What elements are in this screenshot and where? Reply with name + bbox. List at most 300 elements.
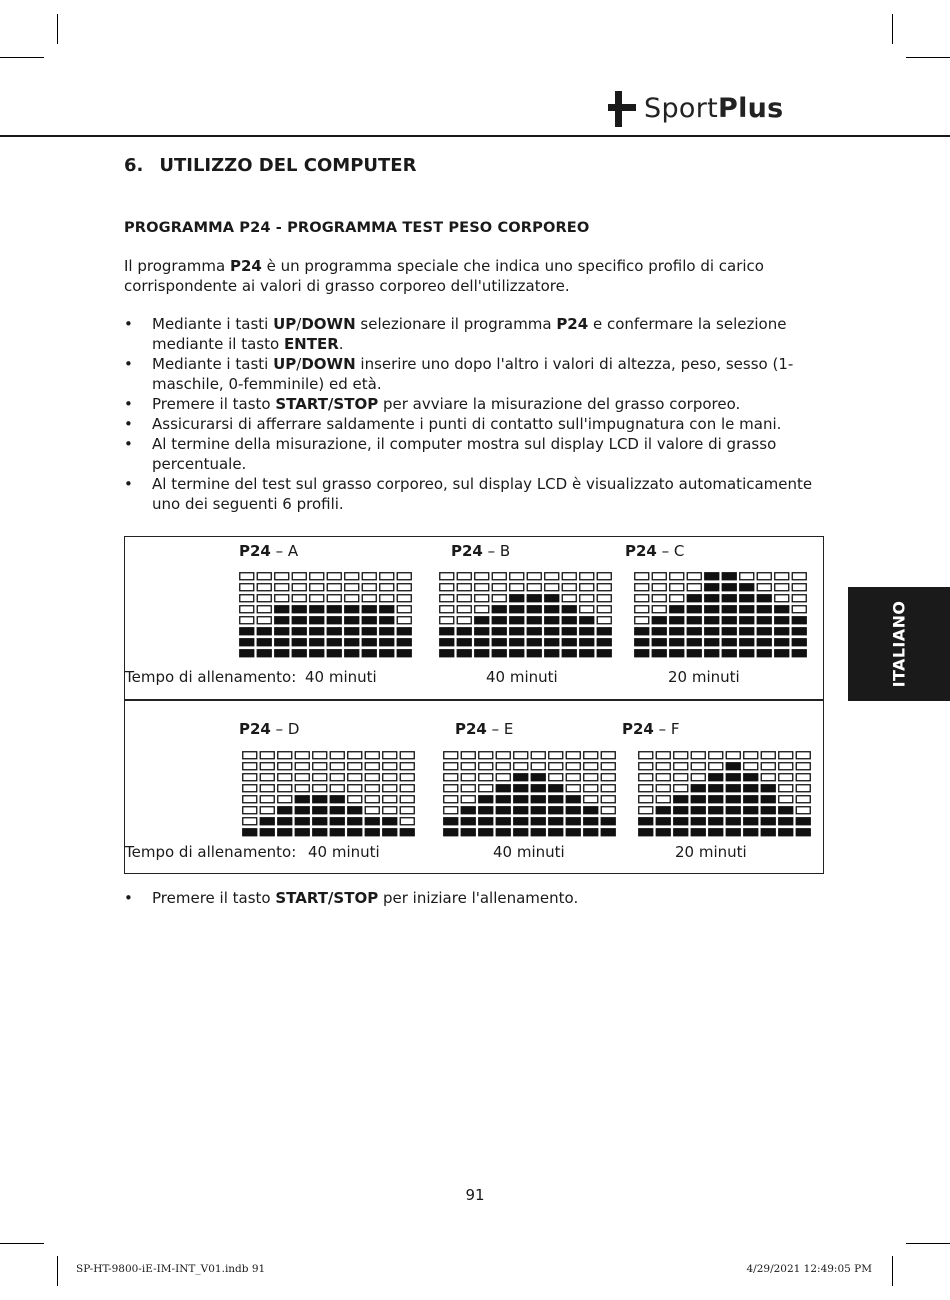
segment-filled — [479, 807, 493, 814]
segment-empty — [796, 785, 810, 792]
section-heading — [124, 155, 416, 176]
segment-filled — [779, 807, 793, 814]
segment-empty — [674, 774, 688, 781]
segment-filled — [744, 807, 758, 814]
segment-empty — [362, 595, 376, 602]
profile-title-f: P24 – F — [622, 720, 680, 738]
segment-filled — [687, 595, 701, 602]
segment-empty — [348, 796, 362, 803]
segment-filled — [597, 639, 611, 646]
segment-filled — [461, 818, 475, 825]
segment-empty — [635, 617, 649, 624]
segment-empty — [635, 584, 649, 591]
segment-filled — [345, 628, 359, 635]
segment-filled — [475, 650, 489, 657]
segment-filled — [757, 628, 771, 635]
segment-empty — [243, 807, 257, 814]
segment-filled — [744, 785, 758, 792]
segment-filled — [260, 818, 274, 825]
segment-filled — [652, 617, 666, 624]
segment-filled — [514, 796, 528, 803]
segment-filled — [479, 796, 493, 803]
segment-empty — [496, 763, 510, 770]
segment-filled — [639, 829, 653, 836]
segment-empty — [687, 584, 701, 591]
segment-filled — [531, 829, 545, 836]
segment-filled — [295, 818, 309, 825]
segment-empty — [584, 785, 598, 792]
segment-filled — [545, 628, 559, 635]
segment-empty — [327, 584, 341, 591]
segment-filled — [327, 606, 341, 613]
segment-empty — [597, 584, 611, 591]
segment-empty — [380, 573, 394, 580]
segment-filled — [687, 617, 701, 624]
segment-filled — [397, 628, 411, 635]
segment-filled — [597, 650, 611, 657]
segment-empty — [597, 617, 611, 624]
section-title: UTILIZZO DEL COMPUTER — [159, 155, 417, 176]
segment-filled — [670, 628, 684, 635]
segment-filled — [444, 829, 458, 836]
segment-filled — [709, 785, 723, 792]
segment-empty — [584, 763, 598, 770]
segment-empty — [362, 573, 376, 580]
segment-empty — [670, 584, 684, 591]
segment-empty — [687, 573, 701, 580]
segment-filled — [705, 617, 719, 624]
segment-empty — [779, 774, 793, 781]
segment-empty — [670, 573, 684, 580]
segment-filled — [275, 606, 289, 613]
segment-empty — [566, 774, 580, 781]
segment-empty — [327, 595, 341, 602]
segment-empty — [295, 785, 309, 792]
segment-empty — [330, 752, 344, 759]
segment-filled — [726, 774, 740, 781]
segment-empty — [243, 752, 257, 759]
segment-empty — [365, 785, 379, 792]
segment-empty — [257, 573, 271, 580]
segment-empty — [310, 573, 324, 580]
segment-empty — [726, 752, 740, 759]
segment-filled — [531, 796, 545, 803]
segment-empty — [597, 595, 611, 602]
segment-filled — [562, 628, 576, 635]
segment-empty — [400, 774, 414, 781]
segment-empty — [639, 752, 653, 759]
segment-empty — [257, 584, 271, 591]
segment-filled — [348, 829, 362, 836]
segment-empty — [584, 752, 598, 759]
segment-empty — [580, 595, 594, 602]
segment-filled — [457, 639, 471, 646]
segment-filled — [562, 650, 576, 657]
list-item: • Assicurarsi di afferrare saldamente i punti di contatto sull'impugnatura con le mani. — [124, 415, 782, 433]
segment-filled — [240, 650, 254, 657]
segment-empty — [709, 763, 723, 770]
segment-filled — [635, 628, 649, 635]
segment-filled — [496, 785, 510, 792]
segment-filled — [584, 807, 598, 814]
segment-empty — [639, 796, 653, 803]
segment-filled — [278, 818, 292, 825]
segment-filled — [779, 829, 793, 836]
segment-empty — [260, 796, 274, 803]
segment-filled — [792, 650, 806, 657]
segment-filled — [479, 829, 493, 836]
segment-empty — [531, 763, 545, 770]
segment-filled — [514, 829, 528, 836]
segment-filled — [327, 628, 341, 635]
segment-filled — [295, 796, 309, 803]
segment-filled — [705, 606, 719, 613]
duration-d: 40 minuti — [308, 843, 380, 861]
segment-filled — [510, 639, 524, 646]
segment-empty — [278, 763, 292, 770]
profile-chart-d — [242, 751, 417, 841]
segment-filled — [440, 639, 454, 646]
segment-filled — [240, 639, 254, 646]
segment-empty — [796, 774, 810, 781]
segment-filled — [687, 639, 701, 646]
segment-empty — [444, 785, 458, 792]
segment-filled — [691, 807, 705, 814]
segment-filled — [775, 628, 789, 635]
segment-filled — [545, 639, 559, 646]
segment-empty — [348, 785, 362, 792]
segment-empty — [792, 606, 806, 613]
segment-filled — [705, 595, 719, 602]
segment-empty — [652, 584, 666, 591]
segment-empty — [779, 796, 793, 803]
segment-empty — [457, 595, 471, 602]
segment-empty — [257, 595, 271, 602]
segment-empty — [601, 763, 615, 770]
segment-filled — [740, 617, 754, 624]
segment-filled — [496, 796, 510, 803]
segment-empty — [775, 573, 789, 580]
segment-empty — [639, 807, 653, 814]
segment-filled — [726, 807, 740, 814]
segment-filled — [365, 829, 379, 836]
segment-empty — [492, 595, 506, 602]
segment-empty — [440, 606, 454, 613]
segment-filled — [652, 639, 666, 646]
segment-empty — [639, 774, 653, 781]
segment-empty — [597, 573, 611, 580]
segment-filled — [275, 617, 289, 624]
segment-filled — [292, 639, 306, 646]
crop-mark — [57, 14, 58, 44]
footer-timestamp: 4/29/2021 12:49:05 PM — [746, 1263, 872, 1275]
segment-filled — [510, 606, 524, 613]
segment-empty — [457, 606, 471, 613]
segment-empty — [601, 796, 615, 803]
segment-filled — [726, 829, 740, 836]
segment-filled — [652, 650, 666, 657]
segment-empty — [566, 785, 580, 792]
segment-filled — [400, 829, 414, 836]
list-item: • Mediante i tasti UP/DOWN selezionare il programma P24 e confermare la selezione mediante il tasto ENTER. — [124, 315, 787, 353]
segment-empty — [496, 774, 510, 781]
header-rule — [0, 135, 950, 137]
segment-filled — [584, 829, 598, 836]
segment-filled — [705, 573, 719, 580]
segment-empty — [400, 796, 414, 803]
list-item: • Al termine della misurazione, il computer mostra sul display LCD il valore di grasso percentuale. — [124, 435, 777, 473]
profiles-divider — [124, 699, 824, 701]
segment-empty — [260, 785, 274, 792]
segment-filled — [380, 650, 394, 657]
crop-mark — [0, 1243, 44, 1244]
segment-filled — [775, 650, 789, 657]
segment-empty — [549, 752, 563, 759]
segment-filled — [514, 807, 528, 814]
segment-empty — [652, 573, 666, 580]
segment-filled — [580, 650, 594, 657]
segment-empty — [475, 595, 489, 602]
segment-empty — [461, 763, 475, 770]
segment-filled — [527, 595, 541, 602]
list-item: • Premere il tasto START/STOP per avviare la misurazione del grasso corporeo. — [124, 395, 741, 413]
segment-empty — [440, 584, 454, 591]
segment-filled — [670, 650, 684, 657]
segment-empty — [292, 584, 306, 591]
segment-filled — [292, 650, 306, 657]
segment-filled — [757, 595, 771, 602]
segment-filled — [327, 617, 341, 624]
segment-filled — [545, 617, 559, 624]
segment-empty — [527, 573, 541, 580]
instruction-list — [124, 314, 830, 514]
segment-filled — [545, 650, 559, 657]
list-item: • Al termine del test sul grasso corporeo, sul display LCD è visualizzato automaticamente uno dei seguenti 6 profili. — [124, 475, 813, 513]
segment-empty — [365, 807, 379, 814]
segment-filled — [475, 617, 489, 624]
segment-empty — [796, 807, 810, 814]
segment-empty — [744, 763, 758, 770]
segment-empty — [243, 763, 257, 770]
segment-filled — [292, 628, 306, 635]
segment-empty — [549, 763, 563, 770]
segment-filled — [549, 818, 563, 825]
segment-empty — [295, 752, 309, 759]
segment-filled — [260, 829, 274, 836]
sportplus-cross-icon — [602, 88, 638, 128]
segment-filled — [792, 617, 806, 624]
segment-empty — [275, 573, 289, 580]
segment-empty — [243, 774, 257, 781]
segment-empty — [562, 584, 576, 591]
segment-empty — [397, 617, 411, 624]
crop-mark — [892, 14, 893, 44]
segment-filled — [722, 573, 736, 580]
segment-filled — [531, 818, 545, 825]
segment-filled — [740, 650, 754, 657]
segment-filled — [496, 829, 510, 836]
segment-empty — [275, 584, 289, 591]
segment-empty — [656, 752, 670, 759]
segment-empty — [792, 584, 806, 591]
section-number: 6. — [124, 155, 144, 176]
segment-filled — [792, 628, 806, 635]
segment-empty — [345, 584, 359, 591]
segment-filled — [440, 628, 454, 635]
segment-filled — [775, 617, 789, 624]
segment-empty — [652, 595, 666, 602]
segment-filled — [566, 829, 580, 836]
segment-empty — [757, 584, 771, 591]
segment-filled — [580, 628, 594, 635]
segment-empty — [566, 752, 580, 759]
segment-filled — [492, 606, 506, 613]
segment-filled — [457, 628, 471, 635]
segment-filled — [383, 829, 397, 836]
segment-empty — [295, 763, 309, 770]
final-instruction: • Premere il tasto START/STOP per iniziare l'allenamento. — [124, 889, 579, 907]
segment-empty — [601, 785, 615, 792]
segment-empty — [383, 763, 397, 770]
segment-empty — [479, 774, 493, 781]
segment-filled — [549, 796, 563, 803]
segment-filled — [549, 785, 563, 792]
segment-empty — [383, 807, 397, 814]
segment-filled — [722, 639, 736, 646]
segment-filled — [757, 606, 771, 613]
segment-filled — [527, 628, 541, 635]
segment-filled — [639, 818, 653, 825]
segment-empty — [757, 573, 771, 580]
crop-mark — [57, 1256, 58, 1286]
duration-b: 40 minuti — [486, 668, 558, 686]
profile-title-c: P24 – C — [625, 542, 685, 560]
segment-filled — [292, 606, 306, 613]
segment-empty — [779, 763, 793, 770]
segment-filled — [327, 650, 341, 657]
segment-filled — [380, 639, 394, 646]
segment-empty — [365, 796, 379, 803]
segment-filled — [761, 818, 775, 825]
segment-filled — [527, 606, 541, 613]
segment-filled — [580, 617, 594, 624]
intro-paragraph: Il programma P24 è un programma speciale che indica uno specifico profilo di carico corrispondente ai valori di grasso corporeo dell'utilizzatore. — [124, 257, 764, 295]
segment-filled — [310, 628, 324, 635]
segment-filled — [348, 807, 362, 814]
segment-empty — [796, 796, 810, 803]
segment-empty — [240, 573, 254, 580]
segment-empty — [348, 774, 362, 781]
segment-filled — [257, 650, 271, 657]
segment-empty — [740, 573, 754, 580]
segment-empty — [709, 752, 723, 759]
crop-mark — [906, 57, 950, 58]
segment-empty — [510, 573, 524, 580]
profile-title-b: P24 – B — [451, 542, 511, 560]
segment-empty — [278, 752, 292, 759]
segment-empty — [365, 763, 379, 770]
segment-filled — [779, 818, 793, 825]
segment-empty — [597, 606, 611, 613]
segment-empty — [674, 763, 688, 770]
segment-empty — [383, 774, 397, 781]
segment-filled — [744, 829, 758, 836]
segment-empty — [635, 573, 649, 580]
segment-filled — [310, 606, 324, 613]
segment-empty — [531, 752, 545, 759]
segment-filled — [397, 650, 411, 657]
segment-empty — [444, 752, 458, 759]
segment-empty — [479, 763, 493, 770]
segment-filled — [531, 774, 545, 781]
segment-filled — [514, 774, 528, 781]
segment-filled — [440, 650, 454, 657]
segment-empty — [792, 595, 806, 602]
segment-empty — [295, 774, 309, 781]
segment-empty — [779, 752, 793, 759]
segment-empty — [348, 763, 362, 770]
segment-filled — [691, 818, 705, 825]
segment-filled — [313, 796, 327, 803]
segment-filled — [278, 807, 292, 814]
segment-empty — [580, 606, 594, 613]
segment-filled — [362, 639, 376, 646]
segment-filled — [330, 796, 344, 803]
segment-filled — [531, 785, 545, 792]
segment-empty — [584, 774, 598, 781]
segment-empty — [348, 752, 362, 759]
segment-filled — [492, 628, 506, 635]
segment-filled — [562, 639, 576, 646]
segment-filled — [275, 639, 289, 646]
segment-empty — [313, 763, 327, 770]
segment-empty — [545, 584, 559, 591]
segment-empty — [761, 752, 775, 759]
segment-empty — [330, 763, 344, 770]
segment-filled — [527, 639, 541, 646]
segment-empty — [397, 595, 411, 602]
segment-filled — [761, 807, 775, 814]
segment-filled — [275, 628, 289, 635]
segment-filled — [362, 628, 376, 635]
segment-filled — [345, 650, 359, 657]
segment-empty — [310, 584, 324, 591]
segment-empty — [475, 606, 489, 613]
segment-filled — [722, 584, 736, 591]
segment-filled — [726, 818, 740, 825]
profile-title-d: P24 – D — [239, 720, 300, 738]
crop-mark — [906, 1243, 950, 1244]
profile-chart-f — [638, 751, 813, 841]
segment-filled — [709, 829, 723, 836]
segment-filled — [757, 617, 771, 624]
segment-filled — [796, 829, 810, 836]
segment-empty — [562, 595, 576, 602]
profile-chart-b — [439, 572, 614, 662]
segment-empty — [744, 752, 758, 759]
segment-filled — [740, 595, 754, 602]
segment-empty — [775, 584, 789, 591]
segment-filled — [744, 796, 758, 803]
segment-filled — [257, 639, 271, 646]
segment-filled — [687, 650, 701, 657]
segment-empty — [796, 763, 810, 770]
segment-empty — [635, 606, 649, 613]
segment-empty — [383, 752, 397, 759]
segment-empty — [601, 807, 615, 814]
segment-filled — [475, 639, 489, 646]
segment-empty — [457, 617, 471, 624]
